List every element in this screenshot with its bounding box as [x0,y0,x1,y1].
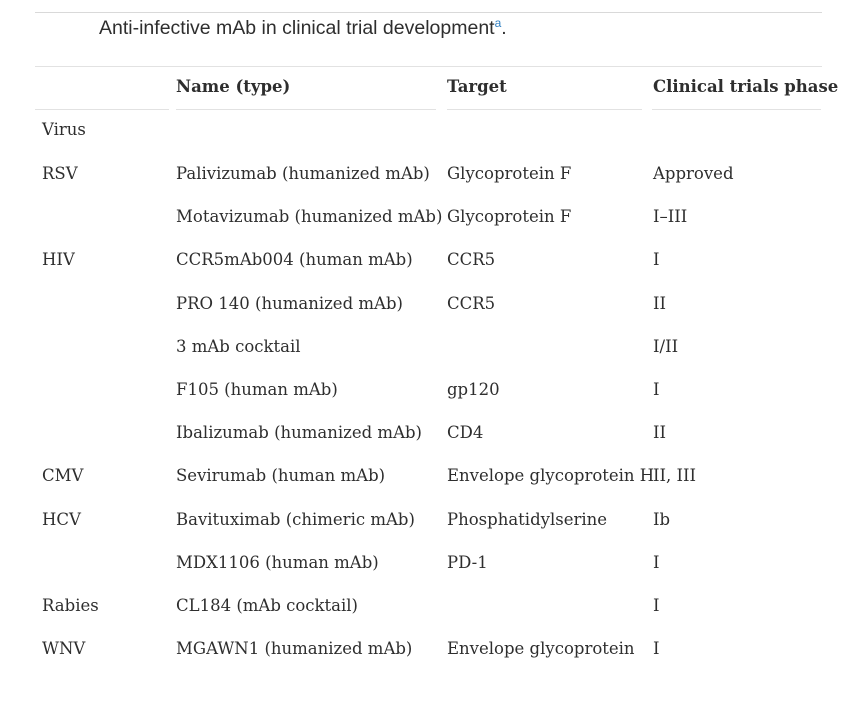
cell-name: MDX1106 (human mAb) [176,553,379,572]
cell-phase: I [653,553,660,572]
cell-target: Phosphatidylserine [447,510,608,529]
table-caption [99,15,507,41]
cell-target: Envelope glycoprotein [447,639,635,658]
cell-phase: I [653,380,660,399]
cell-phase: Approved [653,164,734,183]
cell-group: WNV [42,639,86,658]
cell-target: CCR5 [447,250,496,269]
cell-phase: II [653,294,667,313]
caption-divider [35,66,822,67]
column-header-phase: Clinical trials phase [653,77,839,96]
cell-target: Glycoprotein F [447,207,572,226]
cell-group: Rabies [42,596,99,615]
header-underline-phase [652,109,821,110]
header-underline-group [35,109,169,110]
cell-phase: Ib [653,510,671,529]
cell-target: CCR5 [447,294,496,313]
group-label-virus: Virus [42,120,86,139]
cell-phase: I [653,596,660,615]
cell-phase: I [653,639,660,658]
cell-target: Envelope glycoprotein H [447,466,655,485]
cell-name: Sevirumab (human mAb) [176,466,386,485]
cell-group: RSV [42,164,78,183]
cell-group: HIV [42,250,75,269]
header-underline-name [176,109,436,110]
cell-target: Glycoprotein F [447,164,572,183]
cell-target: PD-1 [447,553,488,572]
caption-text: Anti-infective mAb in clinical trial development [99,17,495,39]
cell-name: Bavituximab (chimeric mAb) [176,510,415,529]
cell-name: Motavizumab (humanized mAb) [176,207,443,226]
cell-name: CL184 (mAb cocktail) [176,596,358,615]
cell-name: Palivizumab (humanized mAb) [176,164,430,183]
cell-phase: I–III [653,207,688,226]
cell-name: MGAWN1 (humanized mAb) [176,639,413,658]
cell-name: CCR5mAb004 (human mAb) [176,250,413,269]
column-header-target: Target [447,77,507,96]
cell-name: Ibalizumab (humanized mAb) [176,423,422,442]
column-header-name: Name (type) [176,77,291,96]
cell-phase: I [653,250,660,269]
cell-phase: II [653,423,667,442]
cell-target: gp120 [447,380,500,399]
cell-name: PRO 140 (humanized mAb) [176,294,403,313]
header-underline-target [447,109,642,110]
top-divider [35,12,822,13]
caption-footnote-link[interactable]: a [494,16,502,30]
cell-name: F105 (human mAb) [176,380,338,399]
cell-phase: II, III [653,466,697,485]
cell-group: HCV [42,510,81,529]
cell-phase: I/II [653,337,679,356]
cell-name: 3 mAb cocktail [176,337,301,356]
cell-target: CD4 [447,423,484,442]
caption-period: . [501,17,507,39]
cell-group: CMV [42,466,84,485]
